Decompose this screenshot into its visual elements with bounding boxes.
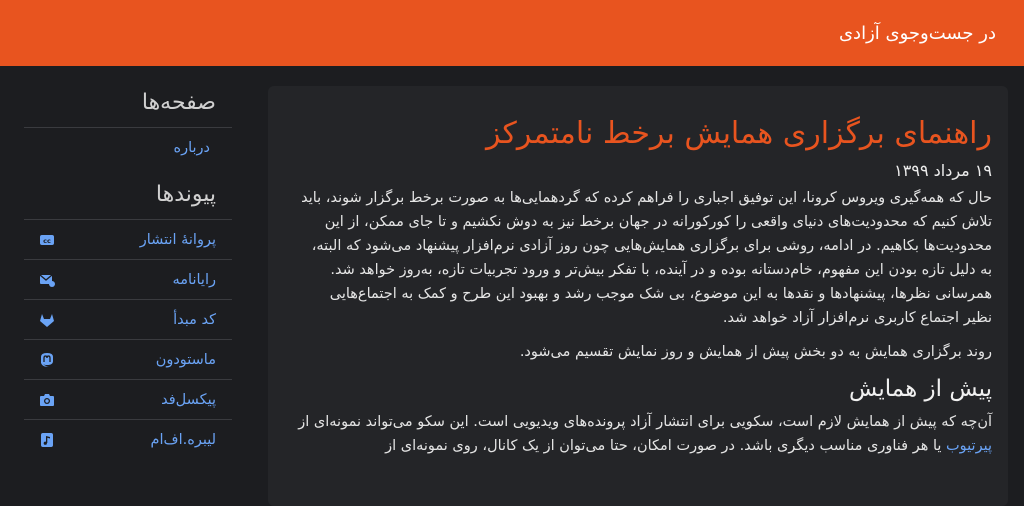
post-paragraph-3 — [298, 410, 992, 458]
post-title[interactable]: راهنمای برگزاری همایش برخط نامتمرکز — [485, 116, 992, 151]
sidebar-item-label[interactable]: پیکسل‌فد — [161, 391, 216, 408]
links-list — [24, 219, 232, 459]
site-header — [0, 0, 1024, 66]
music-icon — [38, 431, 56, 449]
page-body — [0, 66, 1024, 491]
post-paragraph-3-end: یا هر فناوری مناسب دیگری باشد. در صورت امکان، حتا می‌توان از یک کانال، روی نمونه‌ای از — [385, 438, 947, 454]
sidebar-item-label[interactable]: رایانامه — [172, 271, 216, 288]
site-title[interactable]: در جست‌وجوی آزادی — [838, 22, 996, 44]
sidebar-item-pixelfed[interactable] — [24, 379, 232, 419]
post-article — [268, 86, 1008, 506]
post-paragraph-1: حال که همه‌گیری ویروس کرونا، این توفیق اجباری را فراهم کرده که گردهمایی‌ها به صورت برخط برگزار شوند، باید تلاش کنیم که محدودیت‌های دنیای واقعی را کورکورانه در جهان برخط نیز به دوش نکشیم و تا جای ممکن، از این محدودیت‌ها بکاهیم. در ادامه، روشی برای برگزاری همایش‌هایی چون روز آزادی نرم‌افزار پیشنهاد می‌شود که البته، به دلیل تازه بودن این مفهوم، خام‌دستانه بوده و در آینده، با تفکر بیش‌تر و ورود تجربیات تازه، به‌روز خواهد شد. همرسانی نظرها، پیشنهادها و نقدها به این موضوع، بی شک موجب رشد و بهبود این طرح و کمک به اجتماع‌هایی نظیر اجتماع کاربری نرم‌افزار آزاد خواهد شد. — [301, 190, 992, 326]
pages-heading: صفحه‌ها — [141, 90, 216, 115]
sidebar-item-label[interactable]: ماستودون — [155, 351, 216, 368]
post-date: ۱۹ مرداد ۱۳۹۹ — [894, 161, 992, 180]
section-heading-before-event: پیش از همایش — [849, 376, 992, 402]
sidebar-item-email[interactable] — [24, 259, 232, 299]
post-paragraph-2: روند برگزاری همایش به دو بخش پیش از همایش و روز نمایش تقسیم می‌شود. — [519, 344, 992, 360]
email-icon — [38, 271, 56, 289]
links-heading: پیوندها — [155, 182, 216, 207]
sidebar — [24, 66, 232, 459]
svg-text:cc: cc — [43, 236, 51, 245]
pages-list — [24, 127, 232, 156]
peertube-link[interactable]: پیرتیوب — [946, 438, 992, 454]
camera-icon — [38, 391, 56, 409]
sidebar-item-label[interactable]: لیبره.اف‌ام — [150, 431, 216, 448]
gitlab-icon — [38, 311, 56, 329]
sidebar-item-librefm[interactable] — [24, 419, 232, 459]
sidebar-item-label[interactable]: کد مبدأ — [173, 311, 216, 328]
sidebar-item-mastodon[interactable] — [24, 339, 232, 379]
creative-commons-icon — [38, 231, 56, 249]
sidebar-item-label[interactable]: پروانهٔ انتشار — [139, 231, 216, 248]
mastodon-icon — [38, 351, 56, 369]
sidebar-item-source-code[interactable] — [24, 299, 232, 339]
post-paragraph-3-start: آن‌چه که پیش از همایش لازم است، سکویی برای انتشار آزاد پرونده‌های ویدیویی است. این سکو می‌تواند نمونه‌ای از — [298, 414, 992, 430]
sidebar-item-license[interactable] — [24, 219, 232, 259]
sidebar-item-about[interactable]: درباره — [173, 140, 210, 156]
